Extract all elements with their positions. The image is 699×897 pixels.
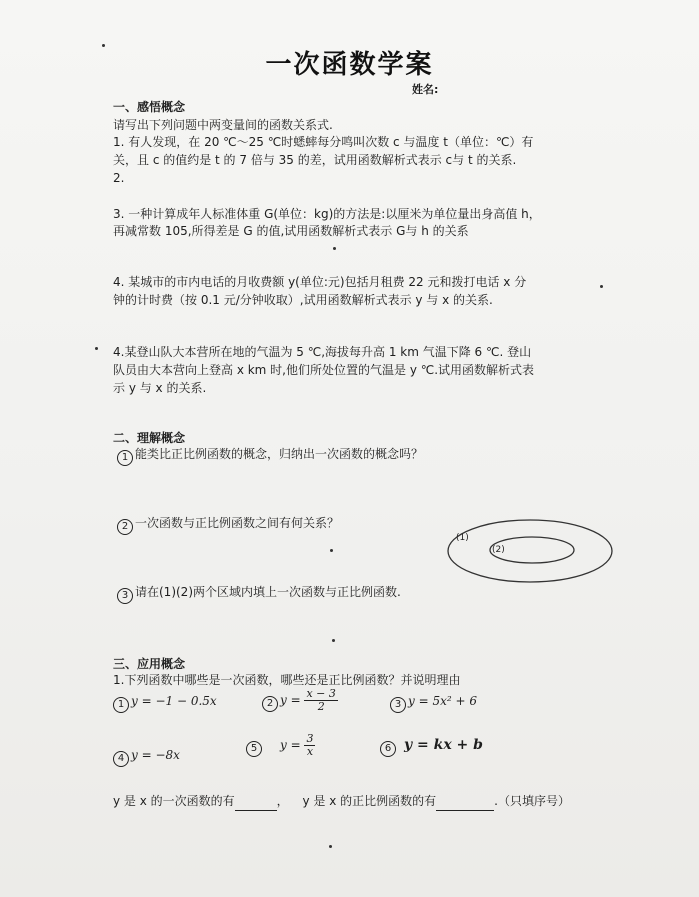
function-4-expression: y = −8x (131, 748, 180, 762)
question-3-line-2: 再减常数 105,所得差是 G 的值,试用函数解析式表示 G与 h 的关系 (113, 224, 469, 238)
answer-line (113, 792, 570, 811)
section2-question-3 (117, 583, 401, 604)
section2-question-1 (117, 445, 423, 466)
scan-speck (329, 845, 332, 848)
circled-number-2: 2 (262, 696, 278, 712)
answer-proportional-blank[interactable] (436, 792, 494, 811)
section1-intro: 请写出下列问题中两变量间的函数关系式. (113, 118, 333, 132)
function-5-numerator: 3 (306, 732, 314, 745)
function-5-fraction (304, 733, 315, 758)
question-5-line-2: 队员由大本营向上登高 x km 时,他们所处位置的气温是 y ℃.试用函数解析式表 (113, 363, 535, 377)
section3-question-1: 1.下列函数中哪些是一次函数，哪些还是正比例函数？并说明理由 (113, 673, 461, 687)
section2-question-2-text: 一次函数与正比例函数之间有何关系？ (135, 516, 340, 530)
section2-question-1-text: 能类比正比例函数的概念，归纳出一次函数的概念吗？ (135, 447, 424, 461)
question-5-line-1: 4.某登山队大本营所在地的气温为 5 ℃,海拔每升高 1 km 气温下降 6 ℃. 登山 (113, 345, 532, 359)
circled-number-3: 3 (117, 588, 133, 604)
circled-number-3: 3 (390, 697, 406, 713)
outer-region-label: (1) (456, 533, 469, 543)
question-5-line-3: 示 y 与 x 的关系. (113, 381, 207, 395)
function-5 (246, 733, 315, 758)
scan-speck (332, 639, 335, 642)
inner-region-label: (2) (492, 545, 505, 555)
page-title: 一次函数学案 (265, 50, 434, 80)
circled-number-1: 1 (113, 697, 129, 713)
name-label: 姓名: (412, 83, 439, 96)
function-5-denominator: x (306, 745, 314, 758)
function-3 (390, 692, 477, 713)
question-4-line-1: 4. 某城市的市内电话的月收费额 y(单位:元)包括月租费 22 元和拨打电话 x 分 (113, 275, 527, 289)
answer-linear-prompt: y 是 x 的一次函数的有 (113, 794, 235, 808)
function-4 (113, 746, 180, 767)
circled-number-5: 5 (246, 741, 262, 757)
circled-number-4: 4 (113, 751, 129, 767)
nested-ellipse-diagram (440, 514, 640, 594)
scan-speck (95, 347, 98, 350)
answer-suffix: .（只填序号） (494, 794, 570, 808)
function-5-lhs: y = (280, 738, 301, 752)
question-3-line-1: 3. 一种计算成年人标准体重 G(单位：kg)的方法是:以厘米为单位量出身高值 h， (113, 207, 541, 221)
section-heading-1: 一、感悟概念 (113, 100, 186, 114)
function-1-expression: y = −1 − 0.5x (131, 694, 217, 708)
function-1 (113, 692, 217, 713)
function-2-numerator: x − 3 (306, 687, 336, 700)
scan-speck (102, 44, 105, 47)
answer-linear-blank[interactable] (235, 792, 277, 811)
section2-question-3-text: 请在(1)(2)两个区域内填上一次函数与正比例函数. (135, 585, 401, 599)
answer-proportional-prompt: y 是 x 的正比例函数的有 (302, 794, 437, 808)
function-3-expression: y = 5x² + 6 (408, 694, 477, 708)
section-heading-2: 二、理解概念 (113, 431, 186, 445)
function-2 (262, 688, 338, 713)
function-2-denominator: 2 (317, 700, 325, 713)
scan-speck (330, 549, 333, 552)
scan-speck (333, 247, 336, 250)
circled-number-1: 1 (117, 450, 133, 466)
question-4-line-2: 钟的计时费（按 0.1 元/分钟收取）,试用函数解析式表示 y 与 x 的关系. (113, 293, 493, 307)
circled-number-2: 2 (117, 519, 133, 535)
circled-number-6: 6 (380, 741, 396, 757)
question-2-number: 2. (113, 171, 125, 185)
answer-separator: ， (276, 794, 289, 808)
scan-speck (600, 285, 603, 288)
function-2-lhs: y = (280, 693, 301, 707)
function-6 (380, 736, 483, 757)
question-1-line-1: 1. 有人发现，在 20 ℃～25 ℃时蟋蟀每分鸣叫次数 c 与温度 t（单位：℃）有 (113, 135, 534, 149)
function-6-expression: y = kx + b (404, 737, 483, 753)
section2-question-2 (117, 514, 339, 535)
section-heading-3: 三、应用概念 (113, 657, 186, 671)
outer-ellipse (448, 520, 612, 582)
question-1-line-2: 关，且 c 的值约是 t 的 7 倍与 35 的差，试用函数解析式表示 c与 t 的关系. (113, 153, 517, 167)
function-2-fraction (304, 688, 337, 713)
